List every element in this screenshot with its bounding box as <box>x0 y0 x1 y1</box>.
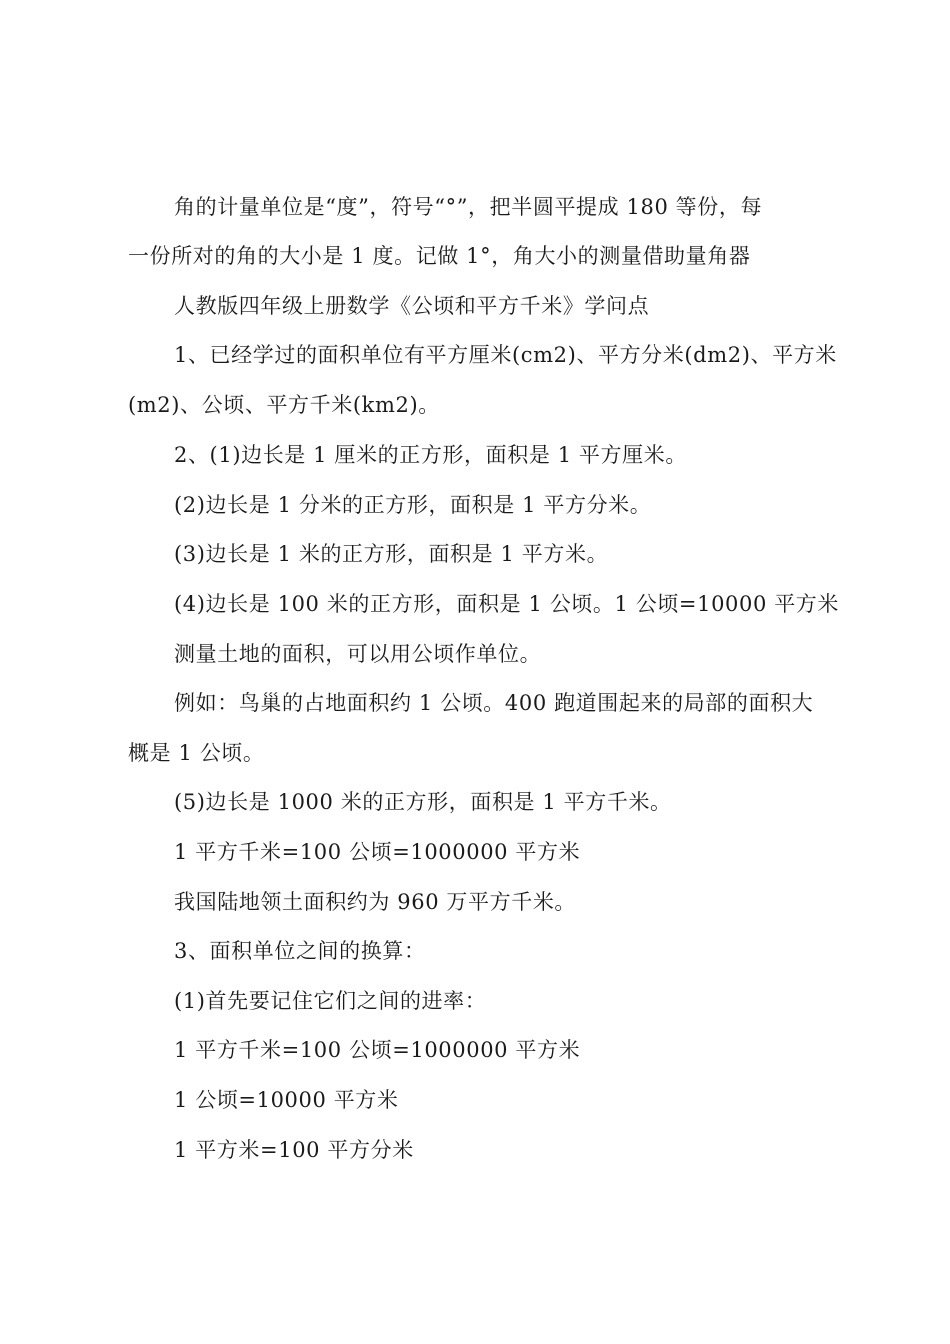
section-heading: 人教版四年级上册数学《公顷和平方千米》学问点 <box>174 294 650 318</box>
rate-hectare: 1 公顷=10000 平方米 <box>174 1088 399 1112</box>
point-1-line-1: 1、已经学过的面积单位有平方厘米(cm2)、平方分米(dm2)、平方米 <box>174 343 837 367</box>
point-2-item-2: (2)边长是 1 分米的正方形，面积是 1 平方分米。 <box>174 493 652 517</box>
point-1-line-2: (m2)、公顷、平方千米(km2)。 <box>128 393 440 417</box>
point-3-item-1: (1)首先要记住它们之间的进率： <box>174 989 487 1013</box>
point-2-item-5: (5)边长是 1000 米的正方形，面积是 1 平方千米。 <box>174 790 672 814</box>
point-2-item-3: (3)边长是 1 米的正方形，面积是 1 平方米。 <box>174 542 609 566</box>
paragraph-angle-unit-line-1: 角的计量单位是“度”，符号“°”，把半圆平提成 180 等份，每 <box>174 195 763 219</box>
rate-km2: 1 平方千米=100 公顷=1000000 平方米 <box>174 1038 581 1062</box>
example-line-2: 概是 1 公顷。 <box>128 741 265 765</box>
point-2-item-4: (4)边长是 100 米的正方形，面积是 1 公顷。1 公顷=10000 平方米 <box>174 592 840 616</box>
conversion-km2: 1 平方千米=100 公顷=1000000 平方米 <box>174 840 581 864</box>
point-3-heading: 3、面积单位之间的换算： <box>174 939 426 963</box>
example-line-1: 例如：鸟巢的占地面积约 1 公顷。400 跑道围起来的局部的面积大 <box>174 691 814 715</box>
china-land-area: 我国陆地领土面积约为 960 万平方千米。 <box>174 890 577 914</box>
paragraph-angle-unit-line-2: 一份所对的角的大小是 1 度。记做 1°，角大小的测量借助量角器 <box>128 244 751 268</box>
land-measure-note: 测量土地的面积，可以用公顷作单位。 <box>174 642 542 666</box>
rate-m2: 1 平方米=100 平方分米 <box>174 1138 414 1162</box>
point-2-item-1: 2、(1)边长是 1 厘米的正方形，面积是 1 平方厘米。 <box>174 443 687 467</box>
